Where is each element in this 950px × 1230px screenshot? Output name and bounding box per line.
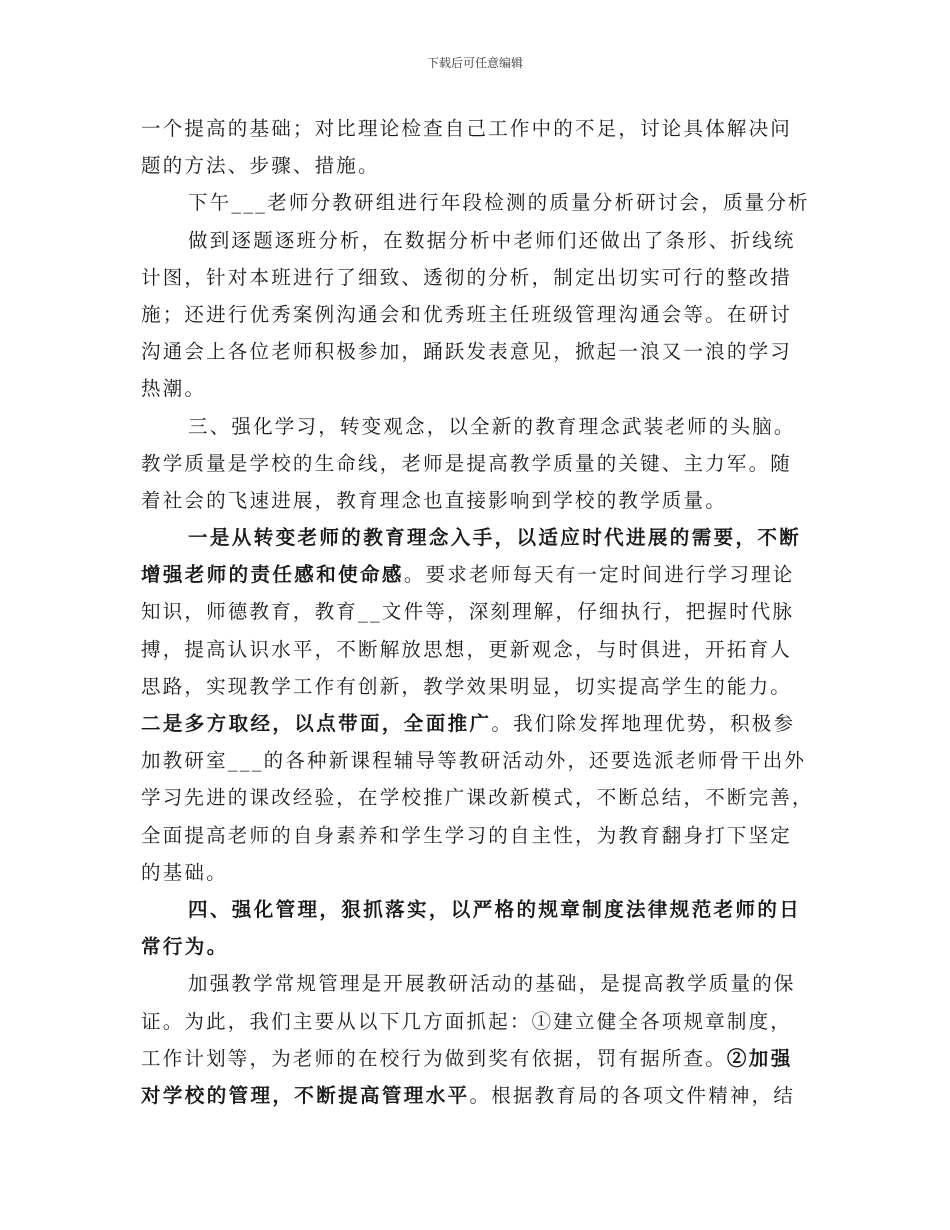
bold-text-segment: 一是从转变老师的教育理念入手，以适应时代进展的需要，不断 — [188, 526, 802, 550]
text-segment: 。根据教育局的各项文件精神，结 — [469, 1083, 796, 1107]
text-line — [141, 705, 813, 742]
document-body — [141, 110, 813, 1114]
bold-text-segment: 常行为。 — [141, 935, 229, 959]
text-line — [141, 110, 813, 147]
text-line — [141, 891, 813, 928]
bold-text-segment: 四、强化管理，狠抓落实，以严格的规章制度法律规范老师的日 — [188, 897, 802, 921]
bold-text-segment: ②加强 — [726, 1046, 793, 1070]
bold-text-segment: 二是多方取经，以点带面，全面推广 — [141, 712, 492, 735]
text-segment: 下午___老师分教研组进行年段检测的质量分析研讨会，质量分析 — [188, 191, 810, 215]
text-segment: 计图，针对本班进行了细致、透彻的分析，制定出切实可行的整改措 — [141, 265, 793, 289]
text-line — [141, 408, 813, 445]
text-line — [141, 184, 813, 221]
text-line — [141, 296, 813, 333]
text-line — [141, 631, 813, 668]
text-line — [141, 854, 813, 891]
text-line — [141, 965, 813, 1002]
text-segment: 沟通会上各位老师积极参加，踊跃发表意见，掀起一浪又一浪的学习 — [141, 340, 793, 364]
text-line — [141, 1077, 813, 1114]
text-segment: 着社会的飞速进展，教育理念也直接影响到学校的教学质量。 — [141, 488, 727, 512]
text-segment: 加强教学常规管理是开展教研活动的基础，是提高教学质量的保 — [188, 972, 796, 996]
text-line — [141, 259, 813, 296]
text-segment: 学习先进的课改经验，在学校推广课改新模式，不断总结，不断完善， — [141, 786, 814, 810]
text-segment: 。我们除发挥地理优势，积极参 — [491, 712, 796, 735]
text-segment: 思路，实现教学工作有创新，教学效果明显，切实提高学生的能力。 — [141, 674, 793, 698]
text-line — [141, 593, 813, 630]
text-segment: 知识，师德教育，教育__文件等，深刻理解，仔细执行，把握时代脉 — [141, 600, 795, 624]
text-segment: 工作计划等，为老师的在校行为做到奖有依据，罚有据所查。 — [141, 1046, 727, 1070]
text-segment: 加教研室___的各种新课程辅导等教研活动外，还要选派老师骨干出外 — [141, 749, 807, 773]
text-segment: 的基础。 — [141, 860, 228, 884]
text-segment: 做到逐题逐班分析，在数据分析中老师们还做出了条形、折线统 — [188, 228, 796, 252]
text-line — [141, 1003, 813, 1040]
bold-text-segment: 增强老师的责任感和使命感 — [141, 563, 404, 587]
text-line — [141, 519, 813, 556]
text-segment: 。要求老师每天有一定时间进行学习理论 — [403, 563, 795, 587]
text-line — [141, 147, 813, 184]
text-line — [141, 445, 813, 482]
text-segment: 一个提高的基础；对比理论检查自己工作中的不足，讨论具体解决问 — [141, 117, 793, 140]
text-line — [141, 817, 813, 854]
text-segment: 搏，提高认识水平，不断解放思想，更新观念，与时俱进，开拓育人 — [141, 637, 793, 661]
text-line — [141, 1040, 813, 1077]
text-line — [141, 482, 813, 519]
text-segment: 热潮。 — [141, 377, 207, 401]
text-line — [141, 668, 813, 705]
text-segment: 证。为此，我们主要从以下几方面抓起：①建立健全各项规章制度， — [141, 1009, 793, 1033]
text-line — [141, 928, 813, 965]
text-segment: 全面提高老师的自身素养和学生学习的自主性，为教育翻身打下坚定 — [141, 823, 793, 847]
text-line — [141, 222, 813, 259]
text-line — [141, 370, 813, 407]
page-header: 下载后可任意编辑 — [426, 56, 523, 70]
bold-text-segment: 对学校的管理，不断提高管理水平 — [141, 1083, 470, 1107]
text-segment: 教学质量是学校的生命线，老师是提高教学质量的关键、主力军。随 — [141, 451, 793, 475]
text-line — [141, 742, 813, 779]
text-segment: 施；还进行优秀案例沟通会和优秀班主任班级管理沟通会等。在研讨 — [141, 302, 793, 326]
text-segment: 三、强化学习，转变观念，以全新的教育理念武装老师的头脑。 — [188, 414, 796, 438]
text-line — [141, 556, 813, 593]
text-segment: 题的方法、步骤、措施。 — [141, 154, 380, 178]
text-line — [141, 333, 813, 370]
text-line — [141, 779, 813, 816]
